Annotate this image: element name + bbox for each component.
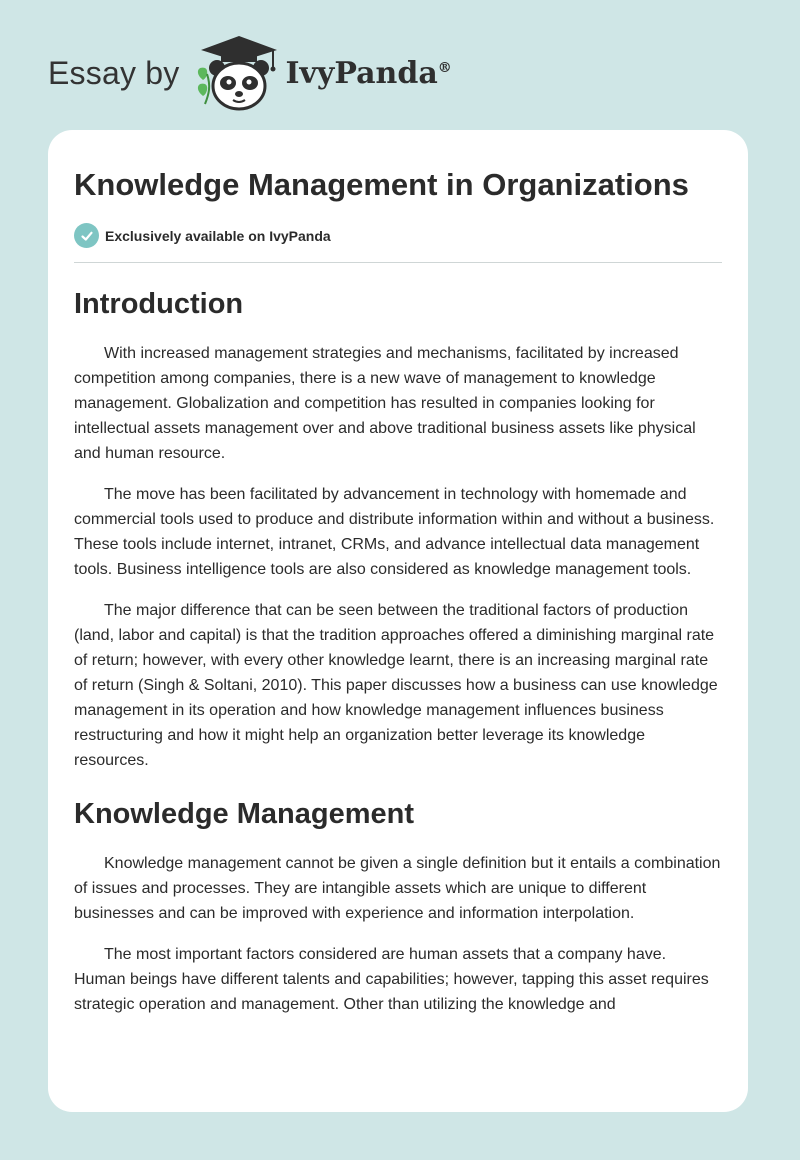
essay-title: Knowledge Management in Organizations xyxy=(74,167,689,202)
paragraph: Knowledge management cannot be given a single definition but it entails a combination of issues and processes. They are intangible assets which are unique to different businesses and can be improved with experience and information interpolation. xyxy=(74,855,721,922)
paragraph: The major difference that can be seen between the traditional factors of production (land, labor and capital) is that the tradition approaches offered a diminishing marginal rate of return; however, with every other knowledge learnt, there is an increasing marginal rate of return (Singh & Soltani, 2010). This paper discusses how a business can use knowledge management in its operation and how knowledge management influences business restructuring and how it might help an organization better leverage its knowledge resources. xyxy=(74,602,718,769)
registered-mark: ® xyxy=(437,59,452,76)
section-introduction xyxy=(74,287,722,773)
section-knowledge-management xyxy=(74,797,722,1017)
badge-label: Exclusively available on IvyPanda xyxy=(105,227,331,244)
exclusive-badge xyxy=(74,223,722,248)
paragraph: With increased management strategies and mechanisms, facilitated by increased competition among companies, there is a new wave of management to knowledge management. Globalization and competition has resulted in companies looking for intellectual assets management over and above traditional business assets like physical and human resource. xyxy=(74,345,696,462)
ivypanda-logo-icon xyxy=(193,34,283,112)
section-heading: Introduction xyxy=(74,288,244,320)
section-heading: Knowledge Management xyxy=(74,798,414,830)
title-divider xyxy=(74,262,722,263)
essay-by-label: Essay by xyxy=(48,54,180,91)
brand-name: IvyPanda® xyxy=(285,55,452,91)
checkmark-icon xyxy=(74,223,99,248)
paragraph: The most important factors considered are human assets that a company have. Human beings have different talents and capabilities; however, tapping this asset requires strategic operation and management. Other than utilizing the knowledge and xyxy=(74,946,709,1013)
brand-header[interactable] xyxy=(48,34,452,112)
essay-card xyxy=(48,130,748,1112)
paragraph: The move has been facilitated by advancement in technology with homemade and commercial tools used to produce and distribute information within and without a business. These tools include internet, intranet, CRMs, and advance intellectual data management tools. Business intelligence tools are also considered as knowledge management tools. xyxy=(74,486,715,578)
